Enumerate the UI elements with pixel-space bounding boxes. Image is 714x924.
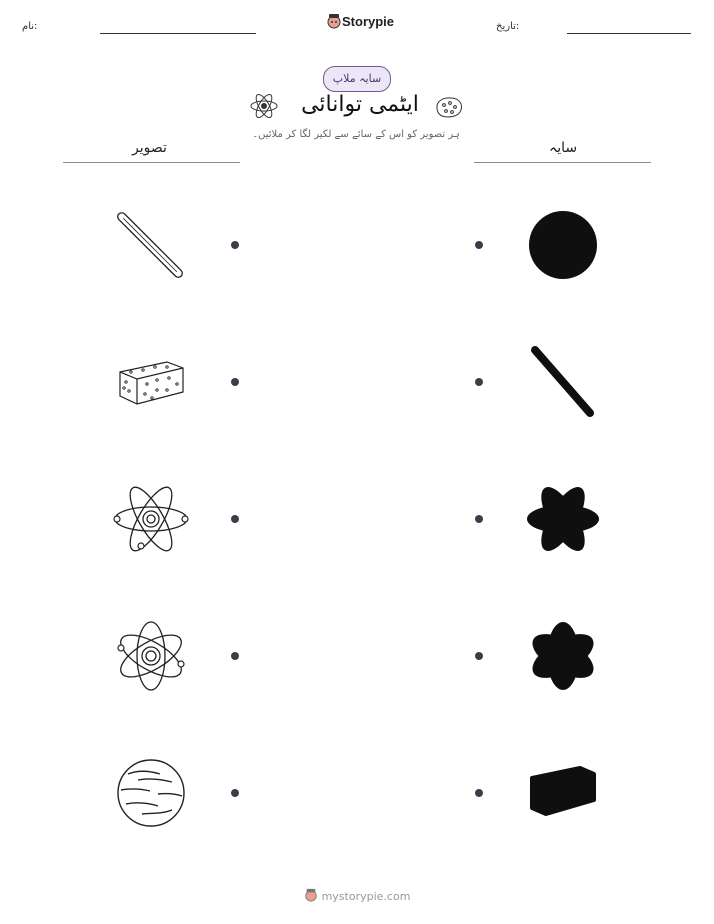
shadow-dot-2[interactable] — [475, 378, 483, 386]
activity-badge: سایہ ملاپ — [323, 66, 391, 92]
shadow-column-rule — [474, 162, 651, 163]
footer-site-link[interactable]: mystorypie.com — [321, 890, 411, 903]
date-label: تاریخ: — [496, 21, 520, 32]
atom-shadow — [525, 484, 601, 554]
picture-column-rule — [63, 162, 240, 163]
picture-column-heading: تصویر — [132, 140, 167, 156]
shadow-dot-4[interactable] — [475, 652, 483, 660]
sponge-title-icon — [434, 95, 464, 119]
picture-dot-4[interactable] — [231, 652, 239, 660]
instructions: ہر تصویر کو اس کے سائے سے لکیر لگا کر ملائیں۔ — [252, 129, 460, 140]
rod-icon — [110, 205, 190, 285]
name-label: نام: — [22, 21, 38, 32]
circle-shadow — [528, 210, 598, 280]
planet-icon — [116, 758, 186, 828]
date-field-line[interactable] — [567, 33, 691, 34]
shadow-dot-1[interactable] — [475, 241, 483, 249]
atom-title-icon — [250, 92, 278, 120]
sponge-block-icon — [117, 358, 187, 408]
atom-icon — [116, 618, 186, 694]
picture-dot-1[interactable] — [231, 241, 239, 249]
page-title: ایٹمی توانائی — [301, 92, 419, 117]
atom-shadow — [528, 618, 598, 694]
rod-shadow — [528, 342, 598, 422]
picture-dot-2[interactable] — [231, 378, 239, 386]
picture-dot-3[interactable] — [231, 515, 239, 523]
footer-logo-icon — [304, 888, 318, 902]
name-field-line[interactable] — [100, 33, 256, 34]
footer — [0, 888, 714, 903]
picture-dot-5[interactable] — [231, 789, 239, 797]
block-shadow — [528, 766, 598, 818]
brand-name: Storypie — [342, 14, 395, 29]
shadow-dot-3[interactable] — [475, 515, 483, 523]
shadow-column-heading: سایہ — [549, 140, 578, 156]
shadow-dot-5[interactable] — [475, 789, 483, 797]
atom-icon — [113, 484, 189, 554]
storypie-logo-icon — [326, 13, 342, 29]
